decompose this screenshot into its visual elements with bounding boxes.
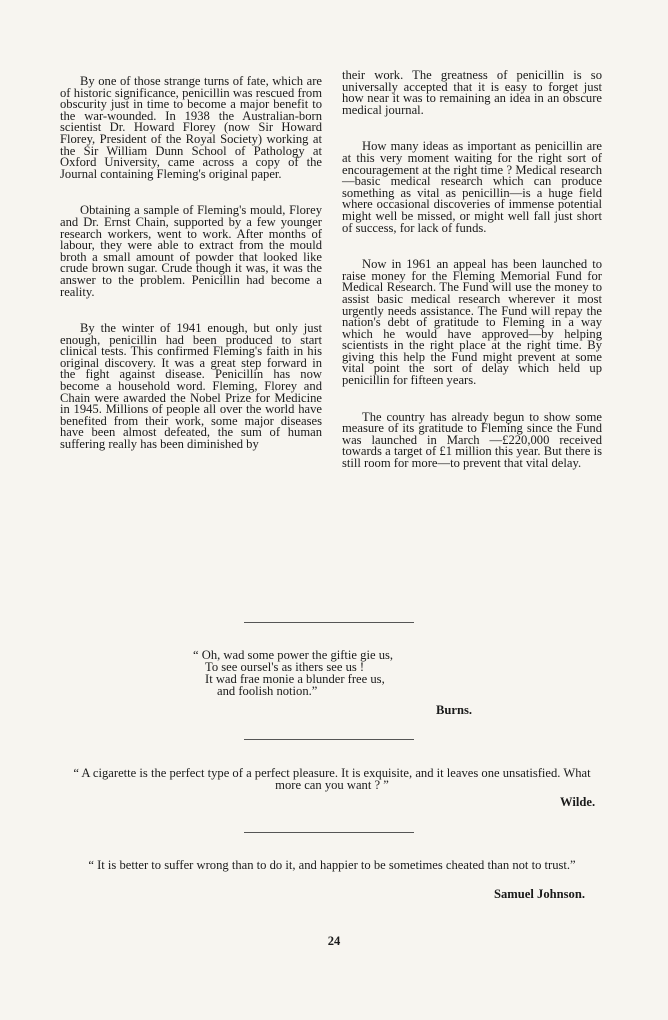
paragraph: By one of those strange turns of fate, which are of historic significance, penicillin was rescued from obscurity just in time to become a major benefit to the war-wounded. In 1938 the Australian-born scientist Dr. Howard Florey (now Sir Howard Florey, President of the Royal Society) working at the Sir William Dunn School of Pathology at Oxford University, came across a copy of the Journal containing Fleming's original paper. xyxy=(60,74,322,181)
paragraph: Obtaining a sample of Fleming's mould, Florey and Dr. Ernst Chain, supported by a few younger research workers, went to work. After months of labour, they were able to extract from the mould broth a small amount of powder that looked like crude brown sugar. Crude though it was, it was the answer to the problem. Penicillin had become a reality. xyxy=(60,203,322,299)
left-column xyxy=(60,76,322,451)
quote-attribution: Samuel Johnson. xyxy=(494,887,585,901)
wilde-quote: “ A cigarette is the perfect type of a perfect pleasure. It is exquisite, and it leaves one unsatisfied. What more can you want ? ” xyxy=(73,766,591,792)
divider xyxy=(244,832,414,833)
divider xyxy=(244,622,414,623)
quote-attribution: Wilde. xyxy=(560,795,596,809)
poem-line: It wad frae monie a blunder free us, xyxy=(205,672,385,686)
johnson-quote: “ It is better to suffer wrong than to do it, and happier to be sometimes cheated than not to trust.” xyxy=(88,858,576,872)
paragraph: their work. The greatness of penicillin is so universally accepted that it is easy to forget just how near it was to remaining an idea in an obscure medical journal. xyxy=(342,68,602,117)
paragraph: How many ideas as important as penicillin are at this very moment waiting for the right sort of encouragement at the right time ? Medical research—basic medical research which can produce something as vital as penicillin—is a huge field where occasional discoveries of immense potential might well be missed, or might well fall just short of success, for lack of funds. xyxy=(342,139,602,235)
poem-line: To see oursel's as ithers see us ! xyxy=(205,660,365,674)
poem-line: “ Oh, wad some power the giftie gie us, xyxy=(193,648,394,662)
page-number: 24 xyxy=(327,934,341,948)
poem-line: and foolish notion.” xyxy=(217,684,318,698)
burns-quote xyxy=(193,649,493,697)
quote-attribution: Burns. xyxy=(436,703,473,717)
right-column xyxy=(342,70,602,470)
paragraph: The country has already begun to show some measure of its gratitude to Fleming since the Fund was launched in March —£220,000 received towards a target of £1 million this year. But there is still room for more—to prevent that vital delay. xyxy=(342,409,602,471)
paragraph: By the winter of 1941 enough, but only just enough, penicillin had been produced to start clinical tests. This confirmed Fleming's faith in his original discovery. It was a great step forward in the fight against disease. Penicillin has now become a household word. Fleming, Florey and Chain were awarded the Nobel Prize for Medicine in 1945. Millions of people all over the world have benefited from their work, some major diseases have been almost defeated, the sum of human suffering really has been diminished by xyxy=(60,321,322,452)
divider xyxy=(244,739,414,740)
paragraph: Now in 1961 an appeal has been launched to raise money for the Fleming Memorial Fund for Medical Research. The Fund will use the money to assist basic medical research wherever it most urgently needs assistance. The Fund will repay the nation's debt of gratitude to Fleming in a way which he would have approved—by helping scientists in the right place at the right time. By giving this help the Fund might prevent at some vital point the sort of delay which held up penicillin for fifteen years. xyxy=(342,257,602,388)
